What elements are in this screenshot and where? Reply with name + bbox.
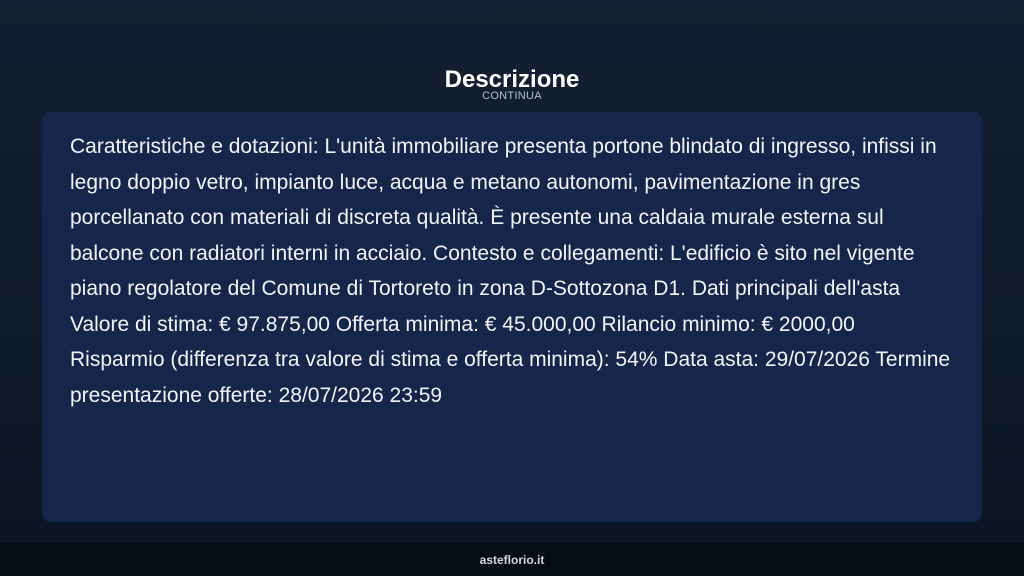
page-title: Descrizione (444, 66, 580, 94)
footer-bar (0, 543, 1024, 576)
description-card (42, 112, 982, 522)
continue-link[interactable]: CONTINUA (482, 90, 542, 102)
description-text: Caratteristiche e dotazioni: L'unità immobiliare presenta portone blindato di ingresso, infissi in legno doppio vetro, impianto luce, acqua e metano autonomi, pavimentazione in gres porcellanato con materiali di discreta qualità. È presente una caldaia murale esterna sul balcone con radiatori interni in acciaio. Contesto e collegamenti: L'edificio è sito nel vigente piano regolatore del Comune di Tortoreto in zona D-Sottozona D1. Dati principali dell'asta Valore di stima: € 97.875,00 Offerta minima: € 45.000,00 Rilancio minimo: € 2000,00 Risparmio (differenza tra valore di stima e offerta minima): 54% Data asta: 29/07/2026 Termine presentazione offerte: 28/07/2026 23:59 (70, 135, 951, 407)
footer-domain: asteflorio.it (479, 553, 545, 567)
